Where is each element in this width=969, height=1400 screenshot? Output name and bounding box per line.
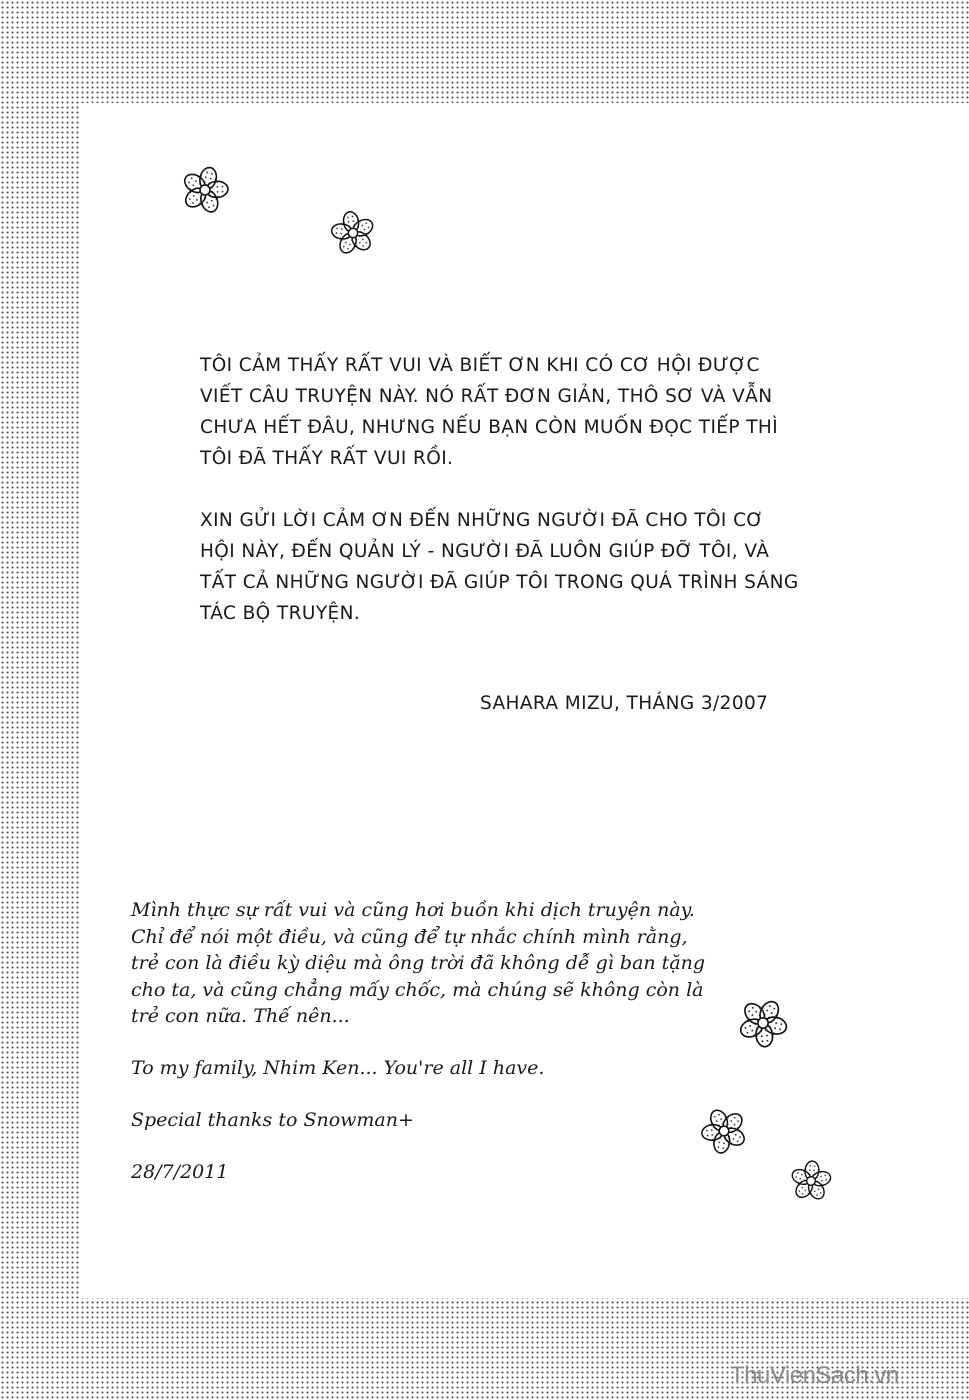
watermark-logo: ThuVienSach.vn [730, 1362, 899, 1389]
author-paragraph: TÔI CẢM THẤY RẤT VUI VÀ BIẾT ƠN KHI CÓ CƠ HỘI ĐƯỢC VIẾT CÂU TRUYỆN NÀY. NÓ RẤT ĐƠN GIẢN, THÔ SƠ VÀ VẪN CHƯA HẾT ĐÂU, NHƯNG NẾU BẠN CÒN MUỐN ĐỌC TIẾP THÌ TÔI ĐÃ THẤY RẤT VUI RỒI. [200, 355, 779, 469]
flower-icon [785, 1155, 837, 1207]
author-note [200, 350, 800, 629]
dedication: To my family, Nhim Ken... You're all I have. [131, 1057, 545, 1079]
flower-icon [732, 992, 794, 1054]
translator-note [131, 897, 711, 1030]
author-signature: SAHARA MIZU, THÁNG 3/2007 [480, 693, 769, 714]
flower-icon [695, 1102, 753, 1160]
translation-date: 28/7/2011 [131, 1161, 229, 1183]
special-thanks: Special thanks to Snowman+ [131, 1109, 414, 1131]
author-paragraph: XIN GỬI LỜI CẢM ƠN ĐẾN NHỮNG NGƯỜI ĐÃ CHO TÔI CƠ HỘI NÀY, ĐẾN QUẢN LÝ - NGƯỜI ĐÃ LUÔN GIÚP ĐỠ TÔI, VÀ TẤT CẢ NHỮNG NGƯỜI ĐÃ GIÚP TÔI TRONG QUÁ TRÌNH SÁNG TÁC BỘ TRUYỆN. [200, 510, 799, 624]
flower-icon [175, 160, 235, 220]
translator-paragraph: Mình thực sự rất vui và cũng hơi buồn khi dịch truyện này. Chỉ để nói một điều, và cũng để tự nhắc chính mình rằng, trẻ con là điều kỳ diệu mà ông trời đã không dễ gì ban tặng cho ta, và cũng chẳng mấy chốc, mà chúng sẽ không còn là trẻ con nữa. Thế nên... [131, 899, 706, 1027]
flower-icon [325, 205, 381, 261]
